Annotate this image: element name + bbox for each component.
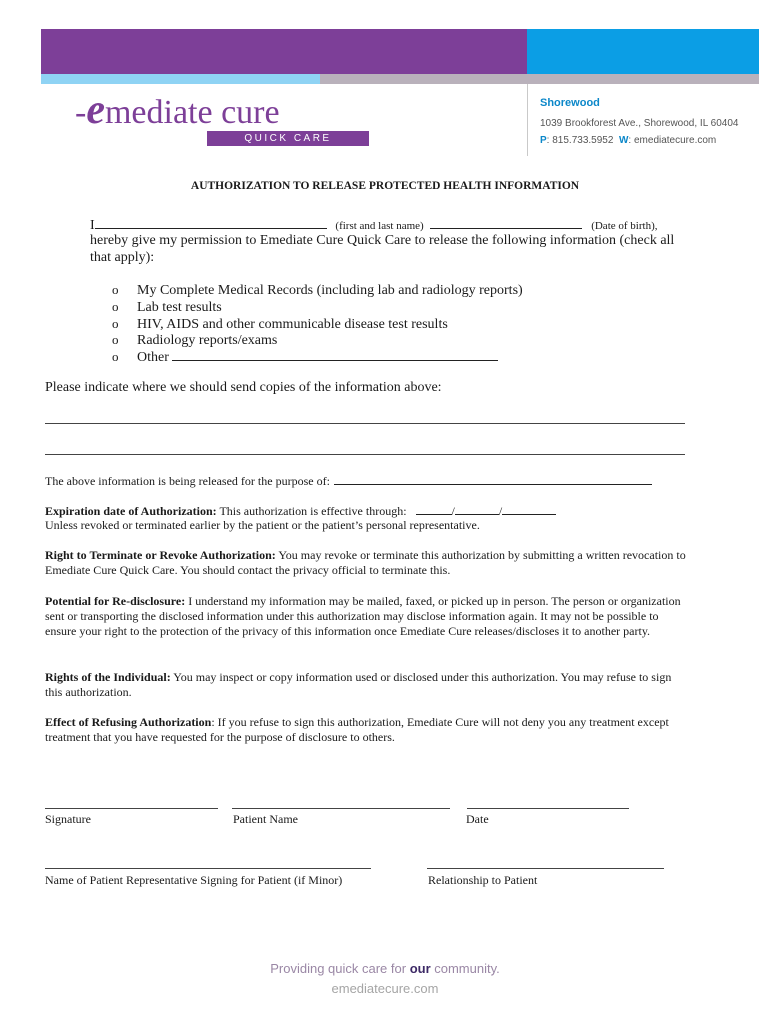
footer-tagline: Providing quick care for our community. <box>270 961 500 976</box>
expiration-year-field[interactable] <box>502 502 556 515</box>
checkbox-circle-icon[interactable]: o <box>112 282 119 297</box>
header-bar-blue <box>527 29 759 74</box>
logo-wordmark: -emediate cure <box>75 87 280 133</box>
permission-statement: hereby give my permission to Emediate Cure Quick Care to release the following information (check all that apply): <box>90 233 675 265</box>
location-contact: P: 815.733.5952 W: emediatecure.com <box>540 135 717 146</box>
unless-revoked-text: Unless revoked or terminated earlier by the patient or the patient’s personal representative. <box>45 518 480 532</box>
patient-name-label: Patient Name <box>233 812 298 826</box>
location-phone: 815.733.5952 <box>552 135 614 146</box>
send-address-line-2[interactable] <box>45 454 685 455</box>
refusing-section: Effect of Refusing Authorization: If you refuse to sign this authorization, Emediate Cure will not deny you any treatment except treatment that you have requested for the purpose of disclosure to others. <box>45 715 669 744</box>
header-stripe-gray <box>320 74 759 84</box>
date-of-birth-label: (Date of birth), <box>591 220 658 232</box>
checklist-item[interactable]: o Radiology reports/exams <box>112 332 278 348</box>
checkbox-circle-icon[interactable]: o <box>112 349 119 364</box>
terminate-section: Right to Terminate or Revoke Authorization: You may revoke or terminate this authorization by submitting a written revocation to Emediate Cure Quick Care. You should contact the privacy official to terminate this. <box>45 548 686 577</box>
location-name: Shorewood <box>540 97 600 109</box>
date-label: Date <box>466 812 489 826</box>
checkbox-circle-icon[interactable]: o <box>112 316 119 331</box>
emediate-cure-logo <box>75 87 332 153</box>
checklist-item[interactable]: o Other <box>112 348 498 366</box>
date-signature-field[interactable] <box>467 808 629 809</box>
patient-name-line: I (first and last name) (Date of birth), <box>90 218 658 233</box>
document-title: AUTHORIZATION TO RELEASE PROTECTED HEALTH INFORMATION <box>190 180 580 192</box>
redisclosure-section: Potential for Re-disclosure: I understand my information may be mailed, faxed, or picked up in person. The person or organization sent or transporting the disclosed information under this authorization may disclose information again. It may not be possible to ensure your right to the protection of the privacy of this information once Emediate Cure releases/discloses it to another party. <box>45 594 681 638</box>
checkbox-circle-icon[interactable]: o <box>112 299 119 314</box>
checklist-item[interactable]: o My Complete Medical Records (including lab and radiology reports) <box>112 282 523 298</box>
logo-quick-care-badge: QUICK CARE <box>207 131 369 146</box>
footer-website: emediatecure.com <box>331 981 439 996</box>
relationship-label: Relationship to Patient <box>428 873 538 887</box>
location-website: emediatecure.com <box>633 135 717 146</box>
checkbox-circle-icon[interactable]: o <box>112 332 119 347</box>
header-bar-purple <box>41 29 527 74</box>
purpose-field[interactable] <box>334 472 652 485</box>
signature-label: Signature <box>45 812 91 826</box>
expiration-day-field[interactable] <box>455 502 499 515</box>
checklist-item[interactable]: o HIV, AIDS and other communicable disease test results <box>112 316 448 332</box>
date-of-birth-field[interactable] <box>430 216 582 229</box>
relationship-field[interactable] <box>427 868 664 869</box>
send-copies-prompt: Please indicate where we should send copies of the information above: <box>45 380 442 395</box>
checklist-item[interactable]: o Lab test results <box>112 299 222 315</box>
first-last-label: (first and last name) <box>335 220 424 232</box>
expiration-section: Expiration date of Authorization: This authorization is effective through: / / <box>45 502 690 519</box>
representative-name-field[interactable] <box>45 868 371 869</box>
signature-field[interactable] <box>45 808 218 809</box>
send-address-line-1[interactable] <box>45 423 685 424</box>
header-stripe-light-blue <box>41 74 320 84</box>
patient-name-field[interactable] <box>95 216 327 229</box>
representative-label: Name of Patient Representative Signing for Patient (if Minor) <box>45 873 343 887</box>
purpose-line: The above information is being released for the purpose of: <box>45 472 652 489</box>
rights-section: Rights of the Individual: You may inspect or copy information used or disclosed under this authorization. You may refuse to sign this authorization. <box>45 670 672 699</box>
location-address: 1039 Brookforest Ave., Shorewood, IL 60404 <box>540 118 739 129</box>
patient-name-signature-field[interactable] <box>232 808 450 809</box>
header-divider <box>527 84 528 156</box>
expiration-month-field[interactable] <box>416 502 452 515</box>
other-field[interactable] <box>172 348 498 361</box>
